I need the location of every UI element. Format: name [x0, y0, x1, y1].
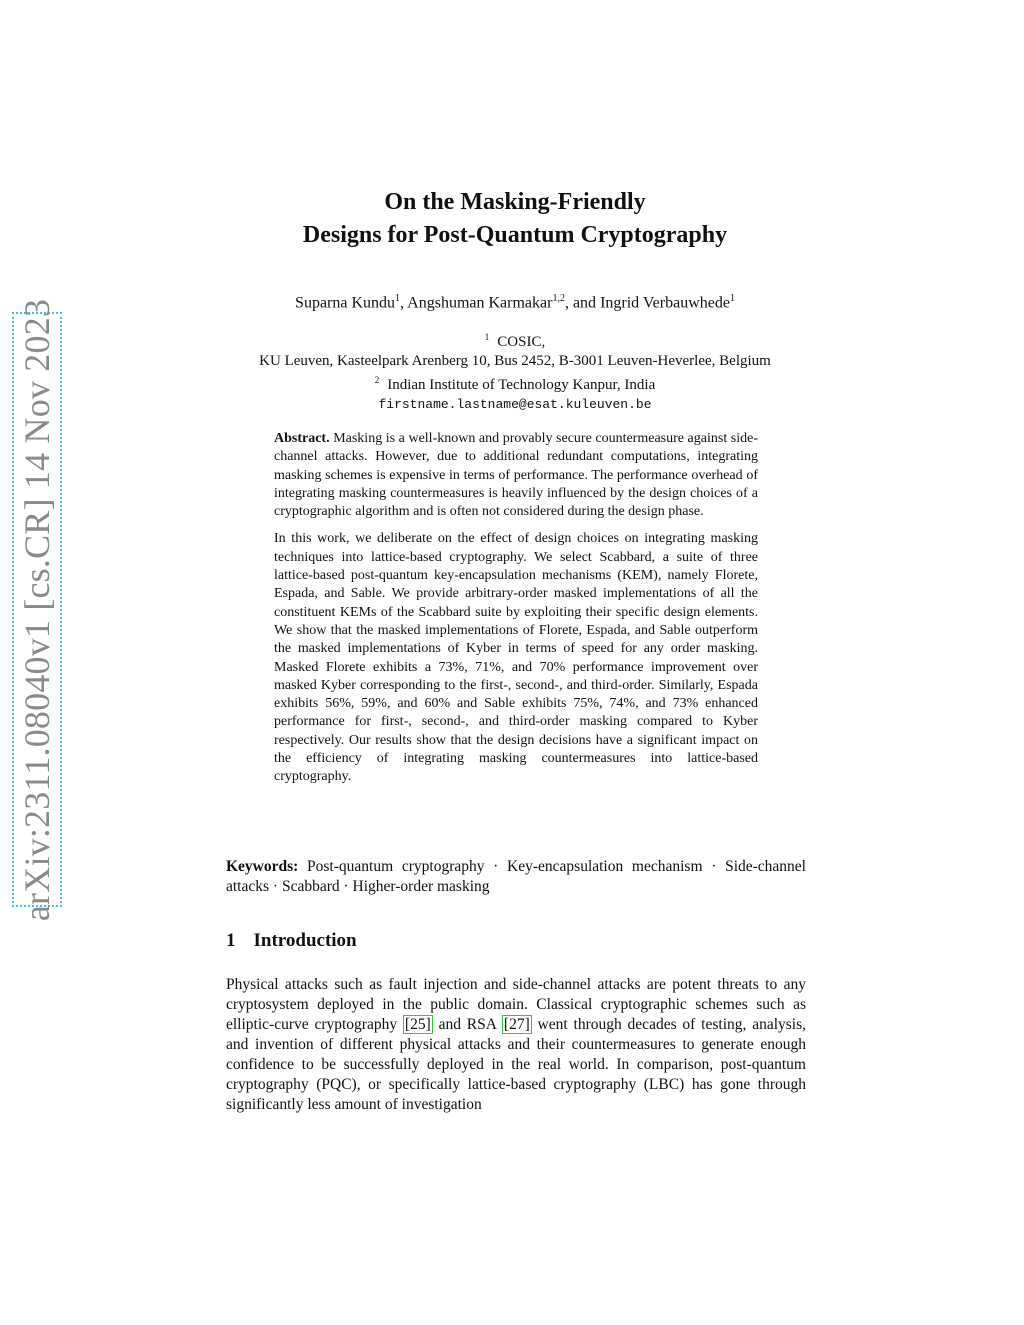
keywords-label: Keywords:	[226, 858, 299, 875]
author-affil-mark: 1	[729, 293, 735, 304]
section-heading	[226, 930, 357, 952]
intro-text: and RSA	[432, 1016, 502, 1033]
author-affil-mark: 1	[395, 293, 401, 304]
author-name: Suparna Kundu	[295, 294, 396, 312]
section-number: 1	[226, 930, 236, 951]
author-name: Angshuman Karmakar	[407, 294, 553, 312]
intro-paragraph	[226, 975, 806, 1115]
abstract-label: Abstract.	[274, 431, 330, 446]
abstract	[274, 430, 758, 796]
affil-mark: 2	[374, 375, 380, 385]
citation-link[interactable]: [27]	[503, 1016, 530, 1033]
arxiv-side-stamp[interactable]	[12, 298, 62, 921]
affil-name: COSIC,	[497, 334, 546, 350]
abstract-paragraph-2: In this work, we deliberate on the effect of design choices on integrating masking techniques into lattice-based cryptography. We select Scabbard, a suite of three lattice-based post-quantum key-encapsulation mechanisms (KEM), namely Florete, Espada, and Sable. We provide arbitrary-order masked implementations of all the constituent KEMs of the Scabbard suite by exploiting their specific design elements. We show that the masked implementations of Florete, Espada, and Sable outperform the masked implementations of Kyber in terms of speed for any order masking. Masked Florete exhibits a 73%, 71%, and 70% performance improvement over masked Kyber corresponding to the first-, second-, and third-order. Similarly, Espada exhibits 56%, 59%, and 60% and Sable exhibits 75%, 74%, and 73% enhanced performance for first-, second-, and third-order masking compared to Kyber respectively. Our results show that the design decisions have a significant impact on the efficiency of integrating masking countermeasures into lattice-based cryptography.	[274, 531, 758, 785]
abstract-text-1: Masking is a well-known and provably secure countermeasure against side-channel attacks. However, due to additional redundant computations, integrating masking schemes is expensive in terms of performance. The performance overhead of integrating masking countermeasures is heavily influenced by the design choices of a cryptographic algorithm and is often not considered during the design phase.	[274, 431, 758, 520]
affil-name: Indian Institute of Technology Kanpur, India	[387, 377, 656, 393]
author-list	[150, 293, 880, 312]
section-title: Introduction	[253, 930, 357, 951]
author-separator: ,	[400, 294, 408, 312]
intro-text: Physical attacks such as fault injection and side-channel attacks are potent threats to any cryptosystem deployed in the public domain. Classical cryptographic schemes such as elliptic-curve cryptography	[226, 976, 806, 1033]
keywords-text: Post-quantum cryptography · Key-encapsulation mechanism · Side-channel attacks · Scabbard · Higher-order masking	[226, 858, 806, 895]
affiliation-1-address: KU Leuven, Kasteelpark Arenberg 10, Bus 2452, B-3001 Leuven-Heverlee, Belgium	[259, 353, 771, 369]
intro-text: went through decades of testing, analysis, and invention of different physical attacks and their countermeasures to generate enough confidence to be successfully deployed in the real world. In comparison, post-quantum cryptography (PQC), or specifically lattice-based cryptography (LBC) has gone through significantly less amount of investigation	[226, 1016, 807, 1113]
abstract-paragraph-1	[274, 430, 758, 521]
title-line-2: Designs for Post-Quantum Cryptography	[302, 222, 728, 248]
author-email[interactable]: firstname.lastname@esat.kuleuven.be	[378, 397, 652, 412]
keywords	[226, 857, 806, 897]
paper-title	[200, 186, 830, 252]
citation-link[interactable]: [25]	[404, 1016, 431, 1033]
affil-mark: 1	[484, 332, 490, 342]
affiliations	[150, 328, 880, 414]
author-affil-mark: 1,2	[552, 293, 565, 304]
author-separator: , and	[564, 294, 601, 312]
title-line-1: On the Masking-Friendly	[384, 189, 646, 215]
arxiv-identifier[interactable]: arXiv:2311.08040v1 [cs.CR] 14 Nov 2023	[17, 298, 57, 921]
affiliation-2	[150, 371, 880, 395]
author-name: Ingrid Verbauwhede	[600, 294, 730, 312]
affiliation-1	[150, 328, 880, 352]
